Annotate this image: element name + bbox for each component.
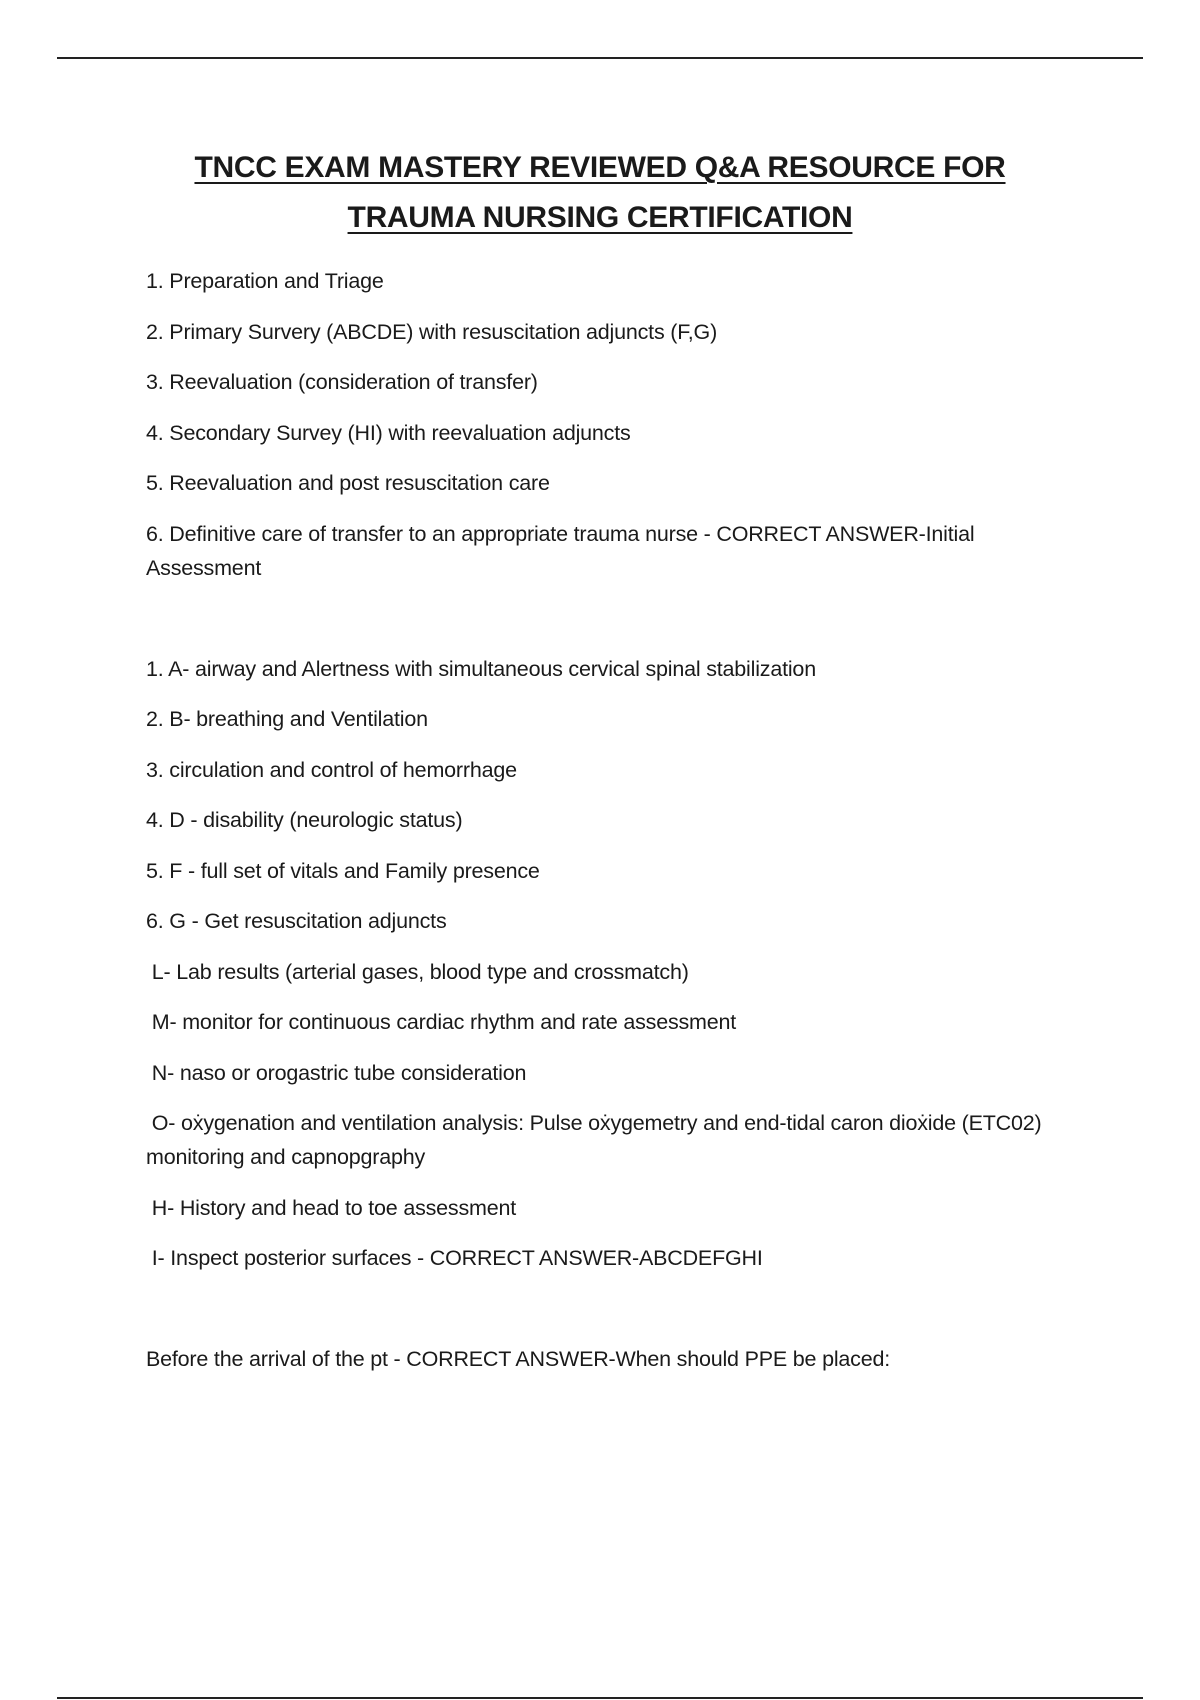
answer-line: I- Inspect posterior surfaces - CORRECT ANSWER-ABCDEFGHI (146, 1246, 763, 1270)
text-line: 1. A- airway and Alertness with simultaneous cervical spinal stabilization (146, 656, 816, 681)
text-line: L- Lab results (arterial gases, blood type and crossmatch) (146, 959, 689, 984)
text-line: H- History and head to toe assessment (146, 1195, 517, 1220)
title-line-2: TRAUMA NURSING CERTIFICATION (347, 201, 853, 234)
text-line: 3. Reevaluation (consideration of transfer) (146, 370, 538, 394)
text-line: 3. circulation and control of hemorrhage (146, 757, 517, 782)
answer-line: Before the arrival of the pt - CORRECT ANSWER-When should PPE be placed: (146, 1347, 891, 1371)
title-line-1: TNCC EXAM MASTERY REVIEWED Q&A RESOURCE FOR (194, 151, 1006, 184)
text-line: 5. F - full set of vitals and Family presence (146, 858, 540, 883)
text-line: 5. Reevaluation and post resuscitation care (146, 471, 550, 495)
text-line: N- naso or orogastric tube consideration (146, 1060, 527, 1085)
text-line: 4. D - disability (neurologic status) (146, 808, 463, 832)
text-line: O- oẋygenation and ventilation analysis: Pulse oẋygemetry and end-tidal caron dioẋide (ETC02) monitoring and capnopgraphy (146, 1111, 1048, 1169)
text-line: 2. B- breathing and Ventilation (146, 707, 428, 731)
document-body (146, 264, 1086, 1393)
answer-line: 6. Definitive care of transfer to an appropriate trauma nurse - CORRECT ANSWER-Initial Assessment (146, 521, 979, 580)
text-line: 1. Preparation and Triage (146, 269, 384, 293)
text-line: 4. Secondary Survey (HI) with reevaluation adjuncts (146, 420, 631, 445)
text-line: 6. G - Get resuscitation adjuncts (146, 909, 447, 933)
text-line: M- monitor for continuous cardiac rhythm and rate assessment (146, 1010, 737, 1034)
document-title (0, 143, 1200, 243)
text-line: 2. Primary Survery (ABCDE) with resuscitation adjuncts (F,G) (146, 319, 718, 344)
top-rule (57, 57, 1143, 59)
bottom-rule (57, 1697, 1143, 1699)
